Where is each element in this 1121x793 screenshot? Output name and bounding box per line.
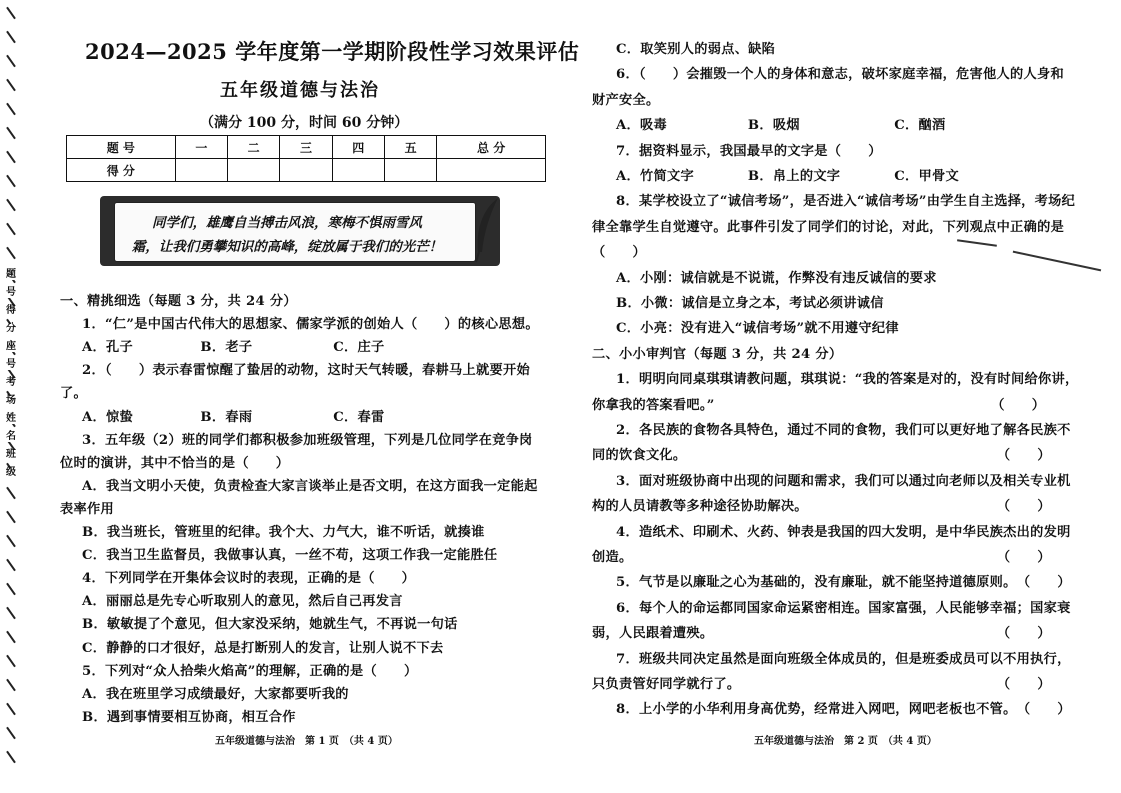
margin-slash (6, 79, 16, 92)
text-line: 5．下列对“众人拾柴火焰高”的理解，正确的是（ ） (82, 663, 418, 679)
text-line: 6．每个人的命运都同国家命运紧密相连。国家富强，人民能够幸福；国家衰 (616, 600, 1071, 616)
margin-slash (6, 511, 16, 524)
binding-margin (0, 0, 26, 793)
text-line: 构的人员请教等多种途径协助解决。 （ ） (592, 499, 1051, 515)
text-line: 二、小小审判官（每题 3 分，共 24 分） (592, 346, 843, 362)
text-line: 6．（ ）会摧毁一个人的身体和意志，破坏家庭幸福，危害他人的人身和 (616, 67, 1064, 83)
text-line: A．丽丽总是先专心听取别人的意见，然后自己再发言 (82, 594, 403, 610)
text-line: 弱，人民跟着遭殃。 （ ） (592, 626, 1051, 642)
text-line: 7．班级共同决定虽然是面向班级全体成员的，但是班委成员可以不用执行， (616, 651, 1071, 667)
margin-slash (6, 655, 16, 668)
margin-slash (6, 7, 16, 20)
text-line: B．遇到事情要相互协商，相互合作 (82, 709, 296, 725)
margin-slash (6, 487, 16, 500)
margin-slash (6, 583, 16, 596)
margin-slash (6, 247, 16, 260)
text-line: A．吸毒 B．吸烟 C．酗酒 (616, 118, 946, 134)
text-line: 位时的演讲，其中不恰当的是（ ） (60, 455, 290, 471)
text-line: C．取笑别人的弱点、缺陷 (616, 42, 776, 57)
score-cell: 三 (280, 136, 332, 159)
pen-scribble (1013, 251, 1101, 271)
text-line: 3．面对班级协商中出现的问题和需求，我们可以通过向老师以及相关专业机 (616, 473, 1071, 489)
score-cell: 题 号 (67, 136, 176, 159)
margin-slash (6, 55, 16, 68)
text-line: A．小刚：诚信就是不说谎，作弊没有违反诚信的要求 (616, 270, 937, 286)
margin-label-char: 号 (6, 287, 16, 298)
exam-info: （满分 100 分，时间 60 分钟） (200, 115, 409, 131)
score-blank-cell[interactable] (280, 159, 332, 182)
text-line: A．竹简文字 B．帛上的文字 C．甲骨文 (616, 169, 959, 184)
margin-label-char: 号 (6, 359, 16, 370)
score-cell: 五 (384, 136, 436, 159)
margin-slash (6, 151, 16, 164)
score-cell: 四 (332, 136, 384, 159)
text-line: 你拿我的答案看吧。” （ ） (592, 397, 1046, 413)
margin-slash (6, 727, 16, 740)
text-line: A．我在班里学习成绩最好，大家都要听我的 (82, 686, 349, 702)
margin-label-char: 座 (6, 341, 16, 352)
margin-slash (6, 199, 16, 212)
score-table-score-row (67, 159, 546, 182)
text-line: 1．明明向同桌琪琪请教问题，琪琪说：“我的答案是对的，没有时间给你讲， (616, 372, 1079, 388)
text-line: 7．据资料显示，我国最早的文字是（ ） (616, 143, 882, 159)
margin-slash (6, 631, 16, 644)
margin-label-char: 题 (6, 269, 16, 280)
banner-line-2: 霜，让我们勇攀知识的高峰，绽放属于我们的光芒！ (131, 239, 443, 255)
score-cell: 得 分 (67, 159, 176, 182)
text-line: 3．五年级（2）班的同学们都积极参加班级管理，下列是几位同学在竞争岗 (82, 432, 533, 448)
text-line: 4．造纸术、印刷术、火药、钟表是我国的四大发明，是中华民族杰出的发明 (616, 524, 1071, 540)
text-line: 律全靠学生自觉遵守。此事件引发了同学们的讨论，对此，下列观点中正确的是 (592, 219, 1065, 235)
text-line: A．孔子 B．老子 C．庄子 (82, 340, 385, 356)
margin-slash (6, 175, 16, 188)
text-line: 1．“仁”是中国古代伟大的思想家、儒家学派的创始人（ ）的核心思想。 (82, 317, 539, 333)
pen-scribble (957, 239, 997, 246)
margin-label-char: 姓 (6, 413, 16, 424)
text-line: 2．各民族的食物各具特色，通过不同的食物，我们可以更好地了解各民族不 (616, 423, 1071, 438)
banner-line-1: 同学们，雄鹰自当搏击风浪，寒梅不惧雨雪风 (152, 215, 422, 231)
margin-label-char: 分 (6, 323, 16, 334)
text-line: B．小微：诚信是立身之本，考试必须讲诚信 (616, 296, 884, 311)
margin-slash (6, 223, 16, 236)
score-cell: 总 分 (437, 136, 546, 159)
margin-slash (6, 535, 16, 548)
text-line: 一、精挑细选（每题 3 分，共 24 分） (60, 294, 297, 309)
text-line: C．小亮：没有进入“诚信考场”就不用遵守纪律 (616, 321, 899, 337)
motto-banner (100, 192, 500, 270)
margin-slash (6, 679, 16, 692)
margin-slash (6, 103, 16, 116)
score-blank-cell[interactable] (175, 159, 227, 182)
score-blank-cell[interactable] (332, 159, 384, 182)
margin-slash (6, 703, 16, 716)
quill-pen-icon (472, 196, 500, 266)
margin-slash (6, 127, 16, 140)
margin-label-char: 级 (6, 467, 16, 478)
page-1 (60, 0, 580, 793)
page-2 (592, 0, 1092, 793)
score-cell: 二 (227, 136, 279, 159)
score-blank-cell[interactable] (437, 159, 546, 182)
text-line: 2．（ ）表示春雷惊醒了蛰居的动物，这时天气转暖，春耕马上就要开始 (82, 363, 530, 379)
score-table-header-row (67, 136, 546, 159)
score-table (66, 135, 546, 182)
margin-label-char: 得 (6, 305, 16, 316)
text-line: 5．气节是以廉耻之心为基础的，没有廉耻，就不能坚持道德原则。 （ ） (616, 575, 1071, 591)
text-line: A．惊蛰 B．春雨 C．春雷 (82, 409, 385, 425)
text-line: 表率作用 (60, 501, 114, 517)
text-line: B．敏敏提了个意见，但大家没采纳，她就生气，不再说一句话 (82, 617, 458, 633)
exam-title: 2024—2025 学年度第一学期阶段性学习效果评估 (85, 39, 580, 64)
margin-label-char: 名 (6, 431, 16, 442)
margin-label-char: 班 (6, 449, 16, 460)
text-line: 了。 (60, 386, 87, 402)
exam-subject: 五年级道德与法治 (220, 80, 380, 101)
margin-slash (6, 751, 16, 764)
margin-label-char: 场 (6, 395, 16, 406)
text-line: 8．某学校设立了“诚信考场”，是否进入“诚信考场”由学生自主选择，考场纪 (616, 194, 1076, 210)
text-line: 只负责管好同学就行了。 （ ） (592, 677, 1051, 692)
text-line: 8．上小学的小华利用身高优势，经常进入网吧，网吧老板也不管。 （ ） (616, 702, 1071, 718)
text-line: 财产安全。 (592, 92, 660, 108)
margin-slash (6, 559, 16, 572)
text-line: A．我当文明小天使，负责检查大家言谈举止是否文明，在这方面我一定能起 (82, 478, 538, 494)
text-line: （ ） (592, 245, 646, 261)
margin-label-char: 考 (6, 377, 16, 388)
text-line: 创造。 （ ） (592, 550, 1051, 565)
score-blank-cell[interactable] (227, 159, 279, 182)
page-1-footer: 五年级道德与法治 第 1 页 （共 4 页） (215, 736, 398, 747)
score-cell: 一 (175, 136, 227, 159)
text-line: C．静静的口才很好，总是打断别人的发言，让别人说不下去 (82, 640, 444, 656)
margin-slash (6, 31, 16, 44)
text-line: 4．下列同学在开集体会议时的表现，正确的是（ ） (82, 571, 416, 587)
text-line: B．我当班长，管班里的纪律。我个大、力气大，谁不听话，就揍谁 (82, 525, 485, 540)
margin-slash (6, 607, 16, 620)
page-2-footer: 五年级道德与法治 第 2 页 （共 4 页） (754, 736, 937, 747)
text-line: C．我当卫生监督员，我做事认真，一丝不苟，这项工作我一定能胜任 (82, 548, 498, 564)
score-blank-cell[interactable] (384, 159, 436, 182)
text-line: 同的饮食文化。 （ ） (592, 448, 1051, 464)
